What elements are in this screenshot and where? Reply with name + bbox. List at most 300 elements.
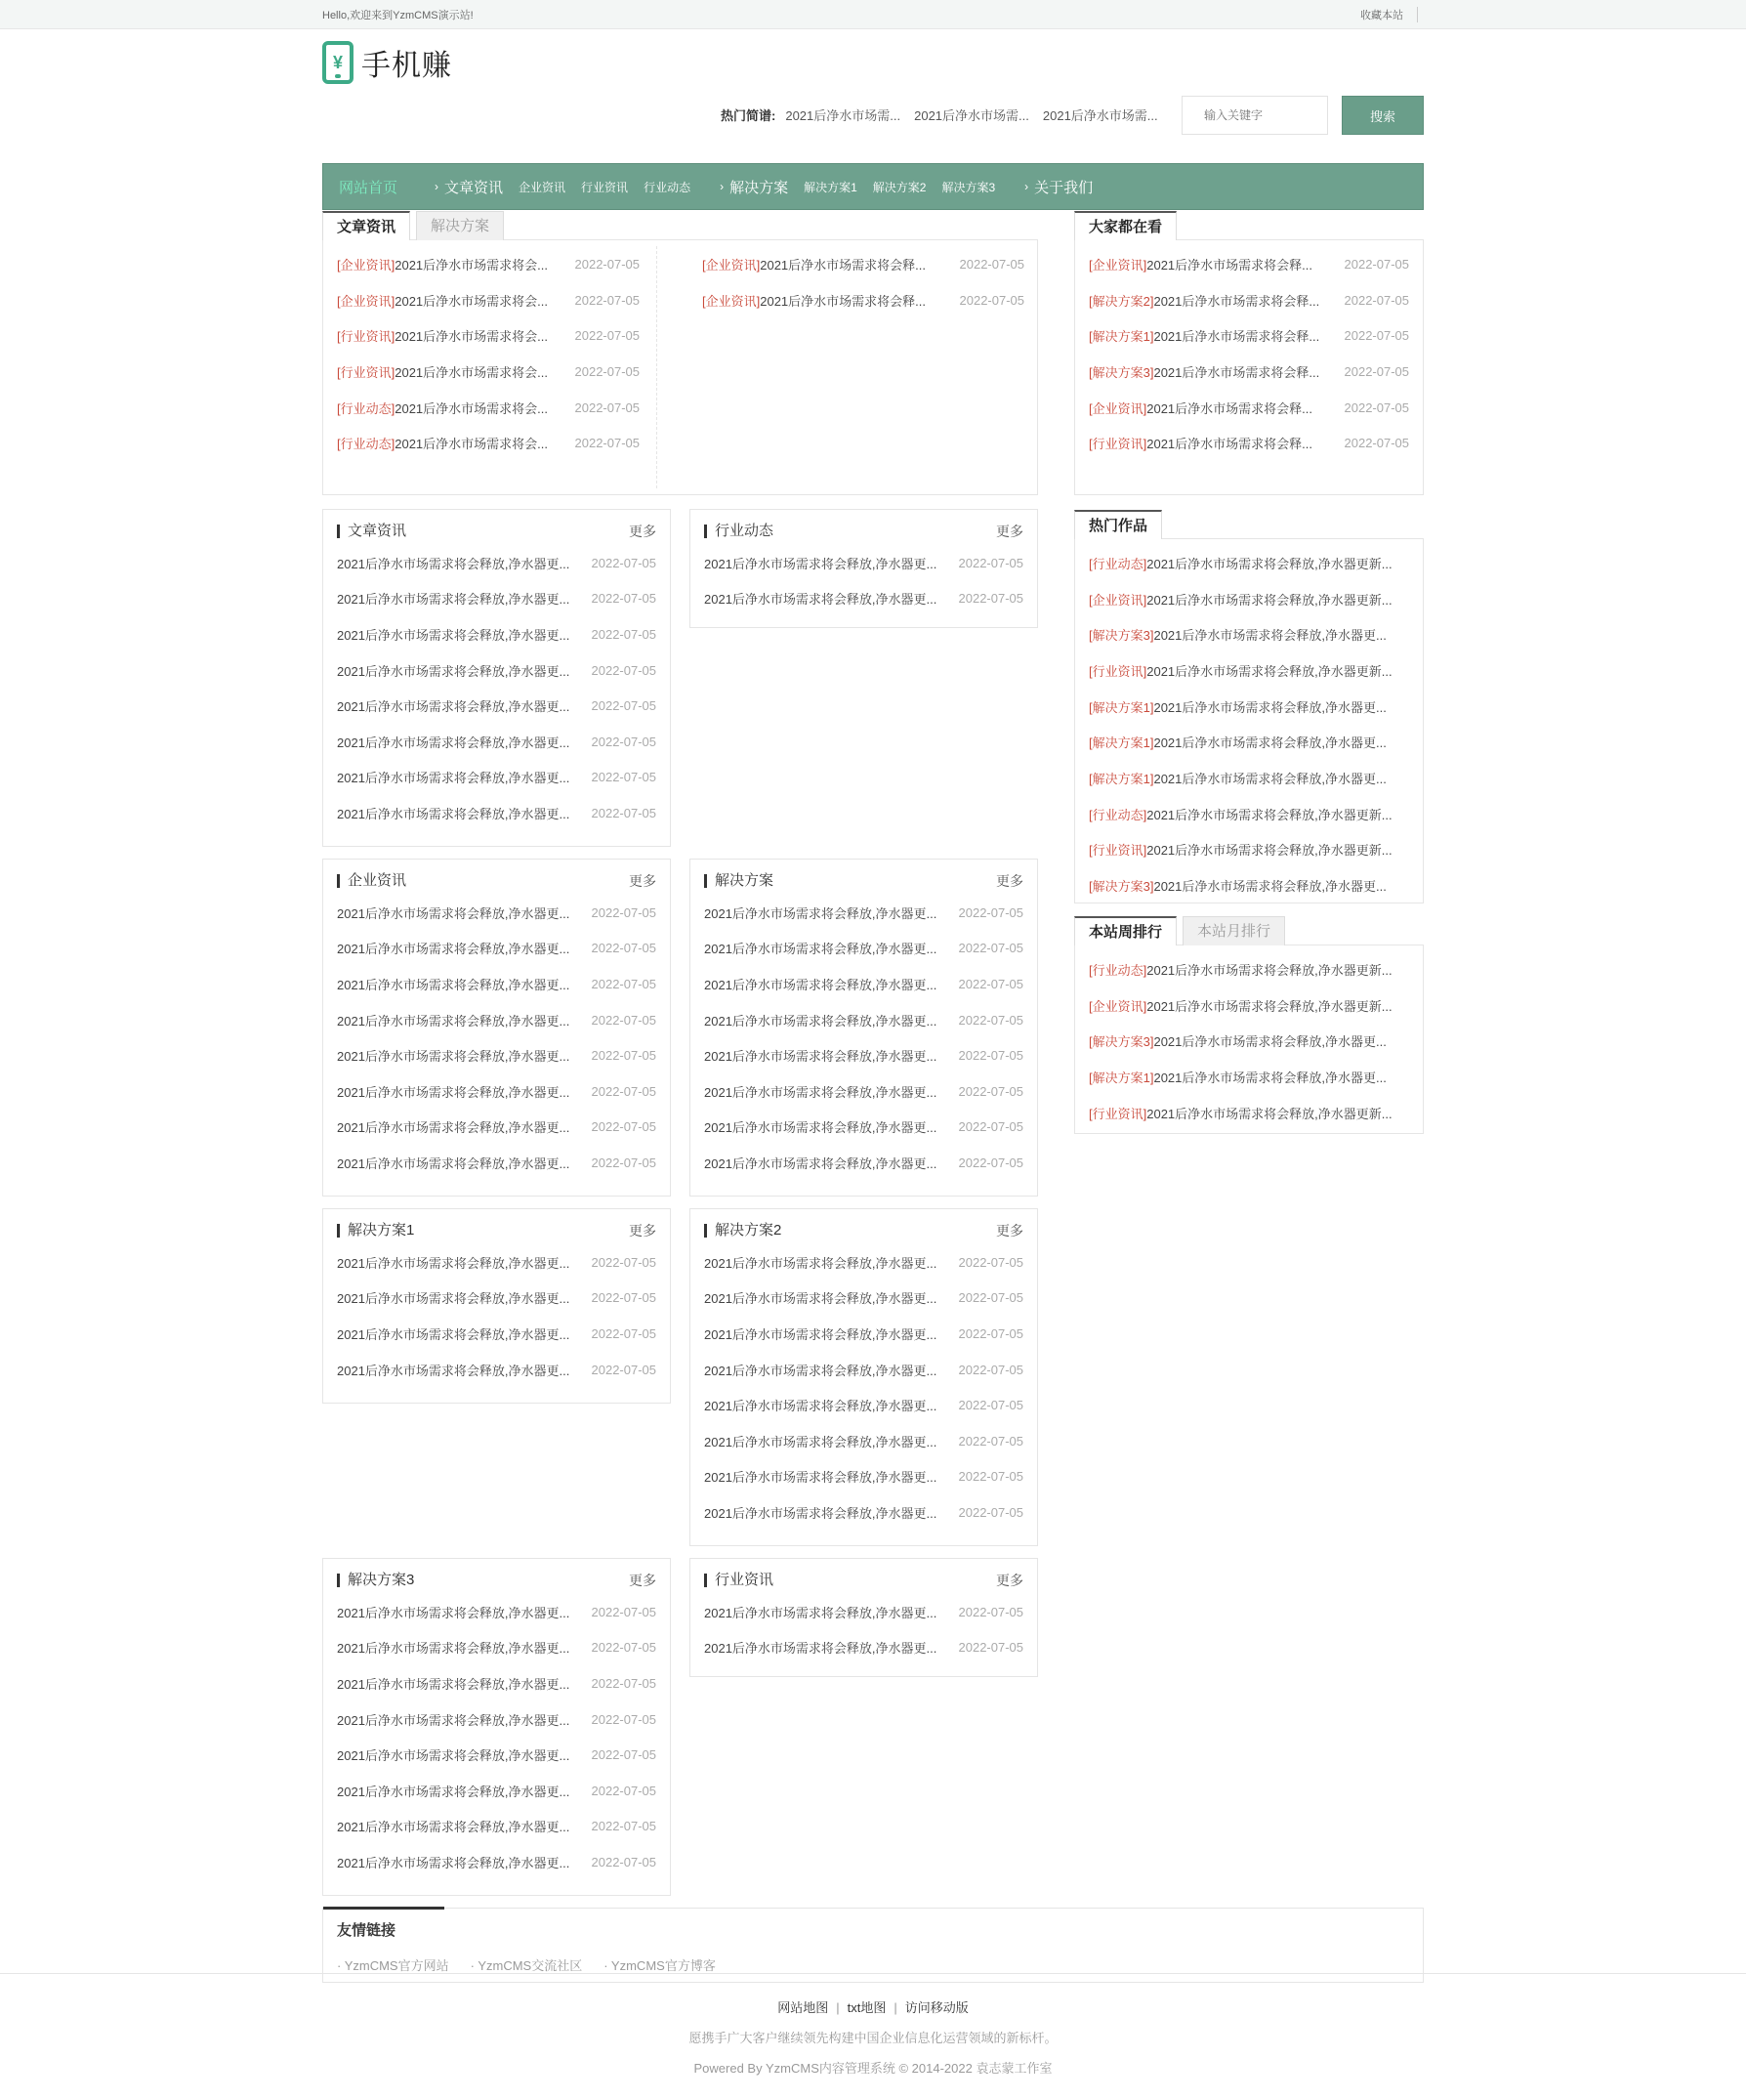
list-item-text bbox=[704, 1117, 936, 1136]
article-title[interactable]: 2021后净水市场需求将会... bbox=[395, 437, 548, 452]
article-date: 2022-07-05 bbox=[958, 1325, 1023, 1341]
list-item[interactable] bbox=[1089, 832, 1409, 868]
article-title[interactable]: 2021后净水市场需求将会释放,净水器更... bbox=[337, 1855, 570, 1870]
category-tag[interactable]: [解决方案3] bbox=[1089, 879, 1154, 895]
category-title[interactable]: 行业动态 bbox=[704, 525, 773, 538]
category-tag[interactable]: [解决方案3] bbox=[1089, 364, 1154, 380]
list-item[interactable] bbox=[337, 246, 640, 282]
footer bbox=[0, 1973, 1746, 2100]
tab-weekly-rank[interactable]: 本站周排行 bbox=[1074, 916, 1177, 945]
footer-slogan: 愿携手广大客户继续领先构建中国企业信息化运营领域的新标杆。 bbox=[688, 2031, 1058, 2045]
category-list bbox=[690, 1594, 1037, 1665]
article-title[interactable]: 2021后净水市场需求将会释... bbox=[760, 293, 926, 309]
category-tag[interactable]: [企业资讯] bbox=[1089, 257, 1147, 273]
nav-item-solutions[interactable]: 解决方案 bbox=[729, 179, 789, 196]
list-item[interactable] bbox=[1089, 652, 1409, 689]
nav-sub-item[interactable]: 解决方案1 bbox=[804, 180, 857, 194]
friend-link[interactable]: · YzmCMS官方网站 bbox=[337, 1958, 449, 1973]
list-item[interactable] bbox=[337, 390, 640, 426]
hot-link[interactable]: 2021后净水市场需... bbox=[1042, 108, 1158, 123]
article-date: 2022-07-05 bbox=[958, 1012, 1023, 1028]
article-title[interactable]: 2021后净水市场需求将会释... bbox=[1146, 437, 1312, 452]
list-item[interactable] bbox=[337, 688, 656, 724]
article-date: 2022-07-05 bbox=[958, 1083, 1023, 1099]
article-date: 2022-07-05 bbox=[958, 591, 1023, 607]
list-item[interactable] bbox=[1089, 951, 1409, 987]
footer-link-sitemap[interactable]: 网站地图 bbox=[777, 2000, 829, 2015]
list-item[interactable] bbox=[337, 1073, 656, 1110]
article-date: 2022-07-05 bbox=[958, 1604, 1023, 1619]
category-tag[interactable]: [解决方案1] bbox=[1089, 699, 1154, 715]
nav-item-about[interactable]: 关于我们 bbox=[1034, 179, 1094, 196]
list-item[interactable] bbox=[702, 246, 1024, 282]
category-tag[interactable]: [解决方案3] bbox=[1089, 1034, 1154, 1050]
article-title[interactable]: 2021后净水市场需求将会释放,净水器更... bbox=[1153, 771, 1387, 786]
list-item-text bbox=[337, 661, 569, 680]
article-date: 2022-07-05 bbox=[574, 363, 640, 379]
list-item[interactable] bbox=[704, 1145, 1023, 1181]
list-item[interactable] bbox=[704, 581, 1023, 617]
article-title[interactable]: 2021后净水市场需求将会释... bbox=[1146, 400, 1312, 416]
category-tag[interactable]: [企业资讯] bbox=[1089, 592, 1147, 608]
list-item[interactable] bbox=[337, 1110, 656, 1146]
category-tag[interactable]: [解决方案2] bbox=[1089, 293, 1154, 309]
article-date: 2022-07-05 bbox=[1344, 292, 1409, 308]
list-item-text bbox=[337, 589, 569, 608]
list-item[interactable] bbox=[337, 354, 640, 390]
list-item-text bbox=[337, 399, 548, 417]
article-title[interactable]: 2021后净水市场需求将会释放,净水器更... bbox=[337, 556, 570, 571]
list-item[interactable] bbox=[704, 1387, 1023, 1423]
list-item[interactable] bbox=[704, 1352, 1023, 1388]
friend-link[interactable]: · YzmCMS官方博客 bbox=[603, 1958, 716, 1973]
list-item-text bbox=[337, 733, 569, 751]
list-item[interactable] bbox=[337, 545, 656, 581]
article-title[interactable]: 2021后净水市场需求将会释... bbox=[1153, 293, 1320, 309]
article-title[interactable]: 2021后净水市场需求将会释放,净水器更... bbox=[704, 1641, 937, 1657]
list-item[interactable] bbox=[1089, 867, 1409, 903]
list-item-text bbox=[1089, 960, 1393, 979]
list-item[interactable] bbox=[337, 795, 656, 831]
category-tag[interactable]: [行业动态] bbox=[1089, 807, 1147, 822]
category-title[interactable]: 解决方案 bbox=[704, 874, 773, 888]
article-title[interactable]: 2021后净水市场需求将会释放,净水器更... bbox=[337, 1605, 570, 1620]
article-title[interactable]: 2021后净水市场需求将会释放,净水器更... bbox=[337, 1326, 570, 1342]
article-title[interactable]: 2021后净水市场需求将会... bbox=[395, 400, 548, 416]
category-tag[interactable]: [行业动态] bbox=[337, 400, 395, 416]
list-item[interactable] bbox=[704, 895, 1023, 931]
article-title[interactable]: 2021后净水市场需求将会释放,净水器更... bbox=[337, 1784, 570, 1799]
article-title[interactable]: 2021后净水市场需求将会释放,净水器更... bbox=[337, 735, 570, 750]
category-tag[interactable]: [解决方案3] bbox=[1089, 628, 1154, 644]
article-date: 2022-07-05 bbox=[958, 1433, 1023, 1449]
list-item[interactable] bbox=[1089, 545, 1409, 581]
nav-item-articles[interactable]: 文章资讯 bbox=[444, 179, 504, 196]
article-title[interactable]: 2021后净水市场需求将会释放,净水器更新... bbox=[1146, 592, 1393, 608]
list-item[interactable] bbox=[1089, 354, 1409, 390]
category-title[interactable]: 解决方案2 bbox=[704, 1224, 781, 1238]
article-title[interactable]: 2021后净水市场需求将会释放,净水器更... bbox=[704, 1084, 937, 1100]
list-item[interactable] bbox=[337, 895, 656, 931]
article-title[interactable]: 2021后净水市场需求将会释放,净水器更... bbox=[337, 1363, 570, 1378]
article-title[interactable]: 2021后净水市场需求将会释放,净水器更... bbox=[337, 1255, 570, 1271]
list-item-text bbox=[337, 1853, 569, 1871]
category-tag[interactable]: [行业动态] bbox=[1089, 556, 1147, 571]
article-title[interactable]: 2021后净水市场需求将会释放,净水器更... bbox=[337, 771, 570, 786]
list-item[interactable] bbox=[1089, 282, 1409, 318]
article-date: 2022-07-05 bbox=[958, 1290, 1023, 1306]
list-item[interactable] bbox=[704, 1073, 1023, 1110]
article-title[interactable]: 2021后净水市场需求将会释放,净水器更... bbox=[337, 663, 570, 679]
article-title[interactable]: 2021后净水市场需求将会释放,净水器更新... bbox=[1146, 807, 1393, 822]
tab-news-box bbox=[322, 218, 1038, 495]
category-tag[interactable]: [解决方案1] bbox=[1089, 1070, 1154, 1085]
list-item[interactable] bbox=[337, 1594, 656, 1630]
list-item[interactable] bbox=[704, 1281, 1023, 1317]
list-item[interactable] bbox=[337, 1037, 656, 1073]
list-item-text bbox=[1089, 996, 1393, 1015]
footer-link-mobile[interactable]: 访问移动版 bbox=[904, 2000, 969, 2015]
list-item[interactable] bbox=[337, 1844, 656, 1880]
article-title[interactable]: 2021后净水市场需求将会释放,净水器更... bbox=[337, 1712, 570, 1728]
article-title[interactable]: 2021后净水市场需求将会释放,净水器更... bbox=[1153, 628, 1387, 644]
category-title[interactable]: 行业资讯 bbox=[704, 1574, 773, 1587]
category-tag[interactable]: [解决方案1] bbox=[1089, 329, 1154, 345]
list-item[interactable] bbox=[337, 1316, 656, 1352]
hot-link[interactable]: 2021后净水市场需... bbox=[914, 108, 1029, 123]
article-title[interactable]: 2021后净水市场需求将会释放,净水器更... bbox=[704, 942, 937, 957]
list-item[interactable] bbox=[337, 931, 656, 967]
list-item[interactable] bbox=[1089, 796, 1409, 832]
list-item-text bbox=[1089, 1031, 1387, 1050]
list-item[interactable] bbox=[704, 966, 1023, 1002]
more-link[interactable]: 更多 bbox=[996, 524, 1023, 539]
list-item[interactable] bbox=[704, 1423, 1023, 1459]
category-tag[interactable]: [企业资讯] bbox=[702, 257, 761, 273]
list-item-text bbox=[1089, 840, 1393, 859]
list-item-text bbox=[337, 362, 548, 381]
list-item[interactable] bbox=[337, 317, 640, 354]
category-title[interactable]: 文章资讯 bbox=[337, 525, 406, 538]
list-item-text bbox=[704, 1638, 936, 1657]
list-item[interactable] bbox=[337, 760, 656, 796]
more-link[interactable]: 更多 bbox=[629, 524, 656, 539]
category-tag[interactable]: [行业资讯] bbox=[1089, 1106, 1147, 1121]
list-item[interactable] bbox=[1089, 317, 1409, 354]
nav-sub-item[interactable]: 企业资讯 bbox=[519, 180, 566, 194]
list-item[interactable] bbox=[337, 616, 656, 652]
nav-sub-item[interactable]: 行业动态 bbox=[644, 180, 691, 194]
article-title[interactable]: 2021后净水市场需求将会释放,净水器更... bbox=[704, 1120, 937, 1136]
list-item[interactable] bbox=[337, 1809, 656, 1845]
list-item[interactable] bbox=[704, 1002, 1023, 1038]
article-title[interactable]: 2021后净水市场需求将会... bbox=[395, 257, 548, 273]
footer-copyright: Powered By YzmCMS内容管理系统 © 2014-2022 袁志蒙工作室 bbox=[693, 2061, 1053, 2076]
list-item[interactable] bbox=[702, 282, 1024, 318]
nav-sub-item[interactable]: 解决方案2 bbox=[872, 180, 927, 194]
friend-link[interactable]: · YzmCMS交流社区 bbox=[470, 1958, 583, 1973]
list-item[interactable] bbox=[337, 581, 656, 617]
category-tag[interactable]: [企业资讯] bbox=[337, 293, 395, 309]
article-title[interactable]: 2021后净水市场需求将会释放,净水器更... bbox=[337, 806, 570, 821]
list-item[interactable] bbox=[1089, 760, 1409, 796]
list-item-text bbox=[337, 434, 548, 452]
list-item[interactable] bbox=[1089, 987, 1409, 1024]
article-title[interactable]: 2021后净水市场需求将会释放,净水器更... bbox=[704, 1326, 937, 1342]
list-item-text bbox=[1089, 291, 1319, 310]
article-title[interactable]: 2021后净水市场需求将会释放,净水器更... bbox=[337, 1676, 570, 1692]
article-title[interactable]: 2021后净水市场需求将会释放,净水器更... bbox=[704, 556, 937, 571]
article-title[interactable]: 2021后净水市场需求将会释... bbox=[1153, 329, 1320, 345]
article-title[interactable]: 2021后净水市场需求将会释放,净水器更... bbox=[704, 1291, 937, 1307]
list-item-text bbox=[704, 1046, 936, 1065]
article-title[interactable]: 2021后净水市场需求将会释放,净水器更... bbox=[704, 1013, 937, 1029]
tab-monthly-rank[interactable]: 本站月排行 bbox=[1183, 916, 1285, 945]
article-date: 2022-07-05 bbox=[958, 1398, 1023, 1413]
article-date: 2022-07-05 bbox=[958, 1640, 1023, 1656]
article-date: 2022-07-05 bbox=[591, 1325, 656, 1341]
list-item[interactable] bbox=[1089, 390, 1409, 426]
category-tag[interactable]: [行业资讯] bbox=[1089, 843, 1147, 859]
category-tag[interactable]: [行业动态] bbox=[1089, 962, 1147, 978]
category-tag[interactable]: [行业资讯] bbox=[1089, 663, 1147, 679]
category-tag[interactable]: [企业资讯] bbox=[1089, 400, 1147, 416]
list-item-text bbox=[704, 975, 936, 993]
list-item[interactable] bbox=[704, 1037, 1023, 1073]
article-title[interactable]: 2021后净水市场需求将会释放,净水器更... bbox=[337, 1120, 570, 1136]
category-box bbox=[322, 1558, 671, 1896]
category-title[interactable]: 解决方案1 bbox=[337, 1224, 414, 1238]
list-item-text bbox=[337, 939, 569, 957]
list-item-text bbox=[702, 291, 926, 310]
category-tag[interactable]: [行业资讯] bbox=[337, 364, 395, 380]
nav-group-articles bbox=[435, 177, 690, 197]
category-title[interactable]: 企业资讯 bbox=[337, 874, 406, 888]
nav-sub-item[interactable]: 行业资讯 bbox=[581, 180, 629, 194]
category-tag[interactable]: [解决方案1] bbox=[1089, 771, 1154, 786]
list-item[interactable] bbox=[337, 1630, 656, 1666]
list-item[interactable] bbox=[704, 1630, 1023, 1666]
list-item[interactable] bbox=[704, 1244, 1023, 1281]
article-title[interactable]: 2021后净水市场需求将会释放,净水器更新... bbox=[1146, 1106, 1393, 1121]
sidebar-ranking bbox=[1074, 923, 1424, 1134]
article-title[interactable]: 2021后净水市场需求将会释放,净水器更... bbox=[337, 592, 570, 608]
article-title[interactable]: 2021后净水市场需求将会释放,净水器更... bbox=[337, 1013, 570, 1029]
list-item[interactable] bbox=[704, 545, 1023, 581]
list-item-text bbox=[1089, 434, 1312, 452]
list-item[interactable] bbox=[704, 1110, 1023, 1146]
list-item[interactable] bbox=[337, 425, 640, 461]
list-item-text bbox=[337, 291, 548, 310]
list-item-text bbox=[704, 1154, 936, 1172]
article-date: 2022-07-05 bbox=[958, 904, 1023, 920]
category-box bbox=[689, 1208, 1038, 1546]
list-item[interactable] bbox=[1089, 246, 1409, 282]
article-date: 2022-07-05 bbox=[958, 1048, 1023, 1064]
article-title[interactable]: 2021后净水市场需求将会释放,净水器更... bbox=[704, 977, 937, 992]
list-item[interactable] bbox=[337, 1281, 656, 1317]
list-item[interactable] bbox=[337, 1773, 656, 1809]
category-tag[interactable]: [企业资讯] bbox=[337, 257, 395, 273]
list-item-text bbox=[337, 1361, 569, 1379]
list-item-text bbox=[337, 1745, 569, 1764]
category-tag[interactable]: [行业资讯] bbox=[337, 329, 395, 345]
search-input[interactable] bbox=[1182, 96, 1328, 135]
list-item[interactable] bbox=[1089, 1059, 1409, 1095]
article-title[interactable]: 2021后净水市场需求将会释... bbox=[1146, 257, 1312, 273]
list-item[interactable] bbox=[1089, 616, 1409, 652]
tab-list-left bbox=[337, 246, 640, 461]
tab-solutions[interactable]: 解决方案 bbox=[416, 211, 504, 240]
list-item-text bbox=[1089, 554, 1393, 572]
article-title[interactable]: 2021后净水市场需求将会释放,净水器更... bbox=[337, 699, 570, 715]
article-title[interactable]: 2021后净水市场需求将会释放,净水器更... bbox=[704, 1399, 937, 1414]
article-title[interactable]: 2021后净水市场需求将会... bbox=[395, 293, 548, 309]
list-item-text bbox=[337, 1154, 569, 1172]
article-title[interactable]: 2021后净水市场需求将会释放,净水器更... bbox=[704, 1255, 937, 1271]
list-item[interactable] bbox=[1089, 1095, 1409, 1131]
nav-home[interactable]: 网站首页 bbox=[339, 179, 398, 196]
article-title[interactable]: 2021后净水市场需求将会释... bbox=[1153, 364, 1320, 380]
watching-list bbox=[1089, 246, 1409, 461]
article-title[interactable]: 2021后净水市场需求将会释放,净水器更... bbox=[704, 1155, 937, 1171]
category-tag[interactable]: [企业资讯] bbox=[702, 293, 761, 309]
more-link[interactable]: 更多 bbox=[629, 873, 656, 889]
article-title[interactable]: 2021后净水市场需求将会... bbox=[395, 364, 548, 380]
category-box bbox=[689, 1558, 1038, 1677]
article-title[interactable]: 2021后净水市场需求将会释放,净水器更新... bbox=[1146, 843, 1393, 859]
list-item-text bbox=[337, 1782, 569, 1800]
article-date: 2022-07-05 bbox=[959, 292, 1024, 308]
article-title[interactable]: 2021后净水市场需求将会释放,净水器更... bbox=[704, 1049, 937, 1065]
article-title[interactable]: 2021后净水市场需求将会释放,净水器更... bbox=[337, 977, 570, 992]
article-date: 2022-07-05 bbox=[1344, 399, 1409, 415]
category-tag[interactable]: [企业资讯] bbox=[1089, 998, 1147, 1014]
tab-articles[interactable]: 文章资讯 bbox=[322, 211, 410, 240]
article-title[interactable]: 2021后净水市场需求将会释... bbox=[760, 257, 926, 273]
article-date: 2022-07-05 bbox=[591, 1640, 656, 1656]
article-title[interactable]: 2021后净水市场需求将会释放,净水器更... bbox=[337, 1748, 570, 1764]
category-tag[interactable]: [解决方案1] bbox=[1089, 735, 1154, 751]
list-item[interactable] bbox=[337, 1244, 656, 1281]
article-title[interactable]: 2021后净水市场需求将会释放,净水器更... bbox=[704, 905, 937, 921]
favorite-link[interactable]: 收藏本站 bbox=[1360, 7, 1418, 22]
list-item-text bbox=[337, 1082, 569, 1101]
list-item[interactable] bbox=[337, 1701, 656, 1738]
list-item[interactable] bbox=[704, 1316, 1023, 1352]
list-item[interactable] bbox=[704, 931, 1023, 967]
article-title[interactable]: 2021后净水市场需求将会释放,净水器更... bbox=[1153, 1034, 1387, 1050]
list-item[interactable] bbox=[337, 1737, 656, 1773]
list-item-text bbox=[1089, 769, 1387, 787]
list-item[interactable] bbox=[1089, 581, 1409, 617]
more-link[interactable]: 更多 bbox=[629, 1573, 656, 1588]
article-title[interactable]: 2021后净水市场需求将会释放,净水器更... bbox=[704, 1505, 937, 1521]
article-title[interactable]: 2021后净水市场需求将会释放,净水器更... bbox=[704, 1434, 937, 1449]
list-item[interactable] bbox=[704, 1494, 1023, 1531]
list-item[interactable] bbox=[337, 966, 656, 1002]
article-title[interactable]: 2021后净水市场需求将会释放,净水器更... bbox=[1153, 735, 1387, 751]
article-title[interactable]: 2021后净水市场需求将会释放,净水器更... bbox=[337, 1049, 570, 1065]
article-title[interactable]: 2021后净水市场需求将会... bbox=[395, 329, 548, 345]
nav-sub-item[interactable]: 解决方案3 bbox=[941, 180, 996, 194]
article-title[interactable]: 2021后净水市场需求将会释放,净水器更... bbox=[337, 1641, 570, 1657]
more-link[interactable]: 更多 bbox=[629, 1223, 656, 1239]
article-date: 2022-07-05 bbox=[591, 976, 656, 991]
list-item[interactable] bbox=[1089, 425, 1409, 461]
article-title[interactable]: 2021后净水市场需求将会释放,净水器更... bbox=[337, 1291, 570, 1307]
article-title[interactable]: 2021后净水市场需求将会释放,净水器更新... bbox=[1146, 556, 1393, 571]
article-title[interactable]: 2021后净水市场需求将会释放,净水器更新... bbox=[1146, 663, 1393, 679]
search-form bbox=[1182, 96, 1424, 135]
article-date: 2022-07-05 bbox=[1344, 363, 1409, 379]
more-link[interactable]: 更多 bbox=[996, 1573, 1023, 1588]
article-title[interactable]: 2021后净水市场需求将会释放,净水器更... bbox=[337, 1084, 570, 1100]
category-tag[interactable]: [行业资讯] bbox=[1089, 437, 1147, 452]
article-title[interactable]: 2021后净水市场需求将会释放,净水器更... bbox=[1153, 699, 1387, 715]
article-title[interactable]: 2021后净水市场需求将会释放,净水器更... bbox=[337, 942, 570, 957]
article-title[interactable]: 2021后净水市场需求将会释放,净水器更... bbox=[1153, 1070, 1387, 1085]
category-title[interactable]: 解决方案3 bbox=[337, 1574, 414, 1587]
list-item-text bbox=[704, 1361, 936, 1379]
list-item[interactable] bbox=[1089, 1023, 1409, 1059]
footer-link-txtmap[interactable]: txt地图 bbox=[847, 2000, 887, 2015]
article-title[interactable]: 2021后净水市场需求将会释放,净水器更... bbox=[1153, 879, 1387, 895]
sidebar-watching bbox=[1074, 219, 1424, 495]
tab-list-right bbox=[702, 246, 1024, 317]
list-item-text bbox=[704, 1396, 936, 1414]
list-item[interactable] bbox=[337, 1665, 656, 1701]
list-item[interactable] bbox=[1089, 689, 1409, 725]
search-button[interactable]: 搜索 bbox=[1342, 96, 1424, 135]
article-date: 2022-07-05 bbox=[591, 1290, 656, 1306]
logo[interactable] bbox=[322, 41, 452, 84]
article-title[interactable]: 2021后净水市场需求将会释放,净水器更... bbox=[704, 1605, 937, 1620]
article-date: 2022-07-05 bbox=[591, 591, 656, 607]
hot-link[interactable]: 2021后净水市场需... bbox=[785, 108, 901, 123]
hot-works-list bbox=[1089, 545, 1409, 903]
list-item[interactable] bbox=[1089, 724, 1409, 760]
list-item[interactable] bbox=[337, 282, 640, 318]
list-item[interactable] bbox=[337, 724, 656, 760]
article-title[interactable]: 2021后净水市场需求将会释放,净水器更新... bbox=[1146, 998, 1393, 1014]
ranking-list bbox=[1089, 951, 1409, 1130]
article-title[interactable]: 2021后净水市场需求将会释放,净水器更新... bbox=[1146, 962, 1393, 978]
article-title[interactable]: 2021后净水市场需求将会释放,净水器更... bbox=[337, 627, 570, 643]
article-date: 2022-07-05 bbox=[959, 256, 1024, 272]
list-item-text bbox=[1089, 733, 1387, 751]
list-item[interactable] bbox=[337, 1145, 656, 1181]
article-title[interactable]: 2021后净水市场需求将会释放,净水器更... bbox=[704, 1470, 937, 1486]
list-item[interactable] bbox=[337, 1002, 656, 1038]
list-item[interactable] bbox=[337, 652, 656, 689]
list-item-text bbox=[337, 1011, 569, 1029]
article-title[interactable]: 2021后净水市场需求将会释放,净水器更... bbox=[704, 1363, 937, 1378]
list-item[interactable] bbox=[704, 1459, 1023, 1495]
article-date: 2022-07-05 bbox=[591, 734, 656, 749]
list-item[interactable] bbox=[704, 1594, 1023, 1630]
article-title[interactable]: 2021后净水市场需求将会释放,净水器更... bbox=[337, 905, 570, 921]
list-item-text bbox=[337, 326, 548, 345]
list-item-text bbox=[1089, 697, 1387, 716]
category-tag[interactable]: [行业动态] bbox=[337, 437, 395, 452]
more-link[interactable]: 更多 bbox=[996, 873, 1023, 889]
article-title[interactable]: 2021后净水市场需求将会释放,净水器更... bbox=[337, 1155, 570, 1171]
more-link[interactable]: 更多 bbox=[996, 1223, 1023, 1239]
article-title[interactable]: 2021后净水市场需求将会释放,净水器更... bbox=[337, 1820, 570, 1835]
list-item[interactable] bbox=[337, 1352, 656, 1388]
article-title[interactable]: 2021后净水市场需求将会释放,净水器更... bbox=[704, 592, 937, 608]
